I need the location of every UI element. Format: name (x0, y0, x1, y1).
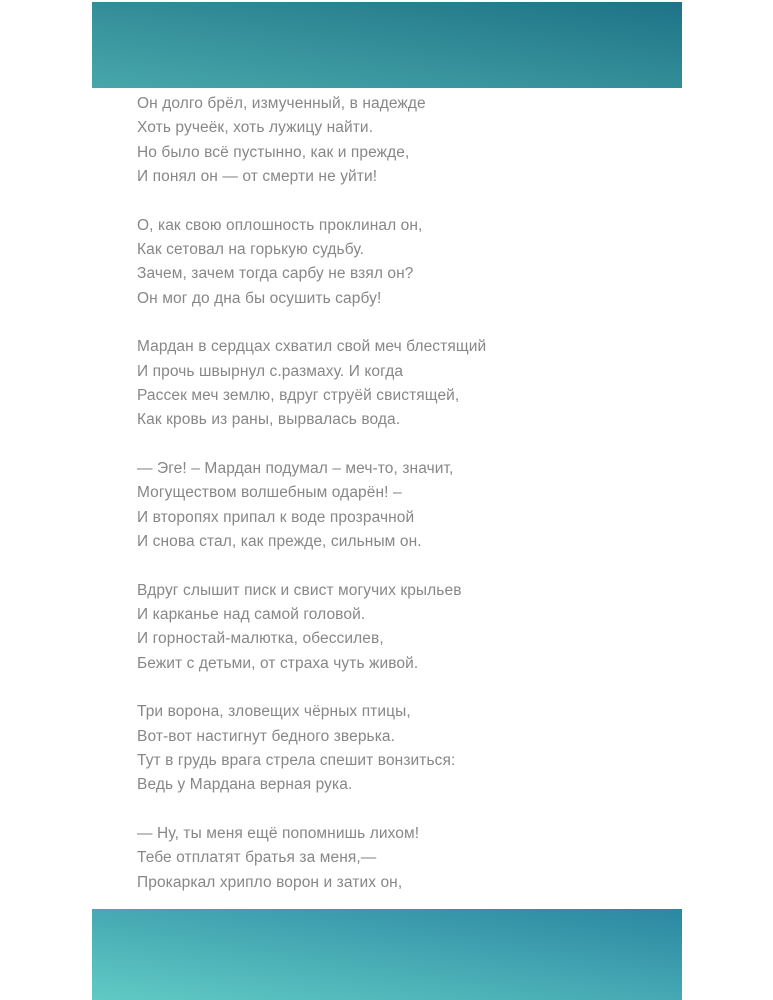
poem-line: Как кровь из раны, вырвалась вода. (137, 411, 401, 429)
poem-line: И горностай-малютка, обессилев, (137, 630, 384, 648)
header-gradient-band (92, 2, 682, 88)
poem-line: И второпях припал к воде прозрачной (137, 508, 415, 526)
poem-line: И прочь швырнул с.размаху. И когда (137, 362, 404, 380)
poem-stanza (137, 579, 486, 677)
poem-line: Ведь у Мардана верная рука. (137, 776, 353, 794)
poem-line: Зачем, зачем тогда сарбу не взял он? (137, 265, 414, 283)
poem-line: — Эге! – Мардан подумал – меч-то, значит, (137, 459, 454, 477)
poem-stanza (137, 457, 486, 555)
poem-line: Три ворона, зловещих чёрных птицы, (137, 703, 411, 721)
poem-line: Как сетовал на горькую судьбу. (137, 241, 365, 259)
poem-line: И карканье над самой головой. (137, 605, 366, 623)
poem-line: Вдруг слышит писк и свист могучих крыльев (137, 581, 462, 599)
poem-line: Могуществом волшебным одарён! – (137, 484, 402, 502)
poem-text-block (137, 92, 486, 919)
poem-stanza (137, 700, 486, 798)
poem-line: О, как свою оплошность проклинал он, (137, 216, 423, 234)
poem-line: Он мог до дна бы осушить сарбу! (137, 289, 382, 307)
poem-line: Тут в грудь врага стрела спешит вонзиться: (137, 751, 456, 769)
poem-line: Прокаркал хрипло ворон и затих он, (137, 873, 403, 891)
poem-line: Он долго брёл, измученный, в надежде (137, 95, 426, 112)
poem-line: Тебе отплатят братья за меня,— (137, 849, 377, 867)
poem-line: И понял он — от смерти не уйти! (137, 168, 378, 186)
poem-line: Бежит с детьми, от страха чуть живой. (137, 654, 419, 672)
poem-line: Хоть ручеёк, хоть лужицу найти. (137, 119, 374, 137)
poem-line: И снова стал, как прежде, сильным он. (137, 533, 422, 551)
poem-line: Вот-вот настигнут бедного зверька. (137, 727, 396, 745)
footer-gradient-band (92, 909, 682, 1000)
poem-stanza (137, 822, 486, 895)
poem-line: — Ну, ты меня ещё попомнишь лихом! (137, 824, 420, 842)
poem-line: Мардан в сердцах схватил свой меч блестящий (137, 338, 487, 356)
poem-stanza (137, 92, 486, 190)
poem-line: Но было всё пустынно, как и прежде, (137, 143, 410, 161)
poem-stanza (137, 335, 486, 433)
poem-line: Рассек меч землю, вдруг струёй свистящей, (137, 387, 460, 405)
poem-stanza (137, 214, 486, 312)
